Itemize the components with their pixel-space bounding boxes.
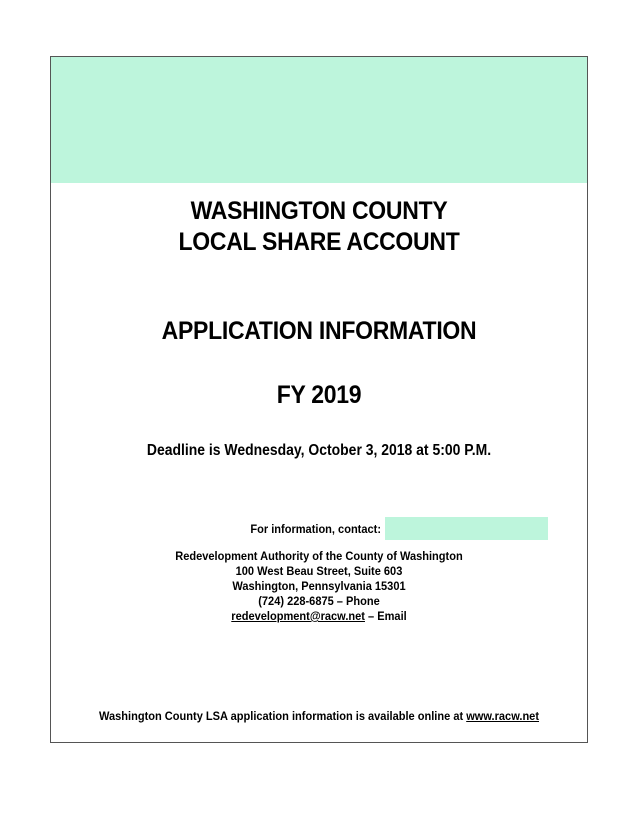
email-link[interactable]: redevelopment@racw.net	[231, 609, 365, 623]
city-state-zip: Washington, Pennsylvania 15301	[232, 579, 406, 593]
street-address: 100 West Beau Street, Suite 603	[235, 564, 403, 578]
document-frame	[50, 56, 588, 743]
header-band	[51, 57, 587, 183]
title-line-county: WASHINGTON COUNTY	[190, 197, 448, 225]
deadline-text: Deadline is Wednesday, October 3, 2018 at 5:00 P.M.	[146, 442, 492, 459]
website-link[interactable]: www.racw.net	[466, 709, 540, 723]
contact-field	[385, 517, 548, 540]
email-suffix: – Email	[364, 609, 407, 623]
title-line-application: APPLICATION INFORMATION	[161, 317, 477, 345]
address-block	[72, 549, 565, 624]
title-line-fiscal-year: FY 2019	[276, 381, 362, 409]
footer-text: Washington County LSA application information is available online at	[98, 709, 467, 723]
title-line-account: LOCAL SHARE ACCOUNT	[178, 228, 460, 256]
contact-label: For information, contact:	[250, 522, 381, 536]
footer-note	[72, 708, 565, 724]
organization-name: Redevelopment Authority of the County of Washington	[175, 549, 463, 563]
email-line	[72, 609, 565, 624]
phone-number: (724) 228-6875 – Phone	[258, 594, 380, 608]
